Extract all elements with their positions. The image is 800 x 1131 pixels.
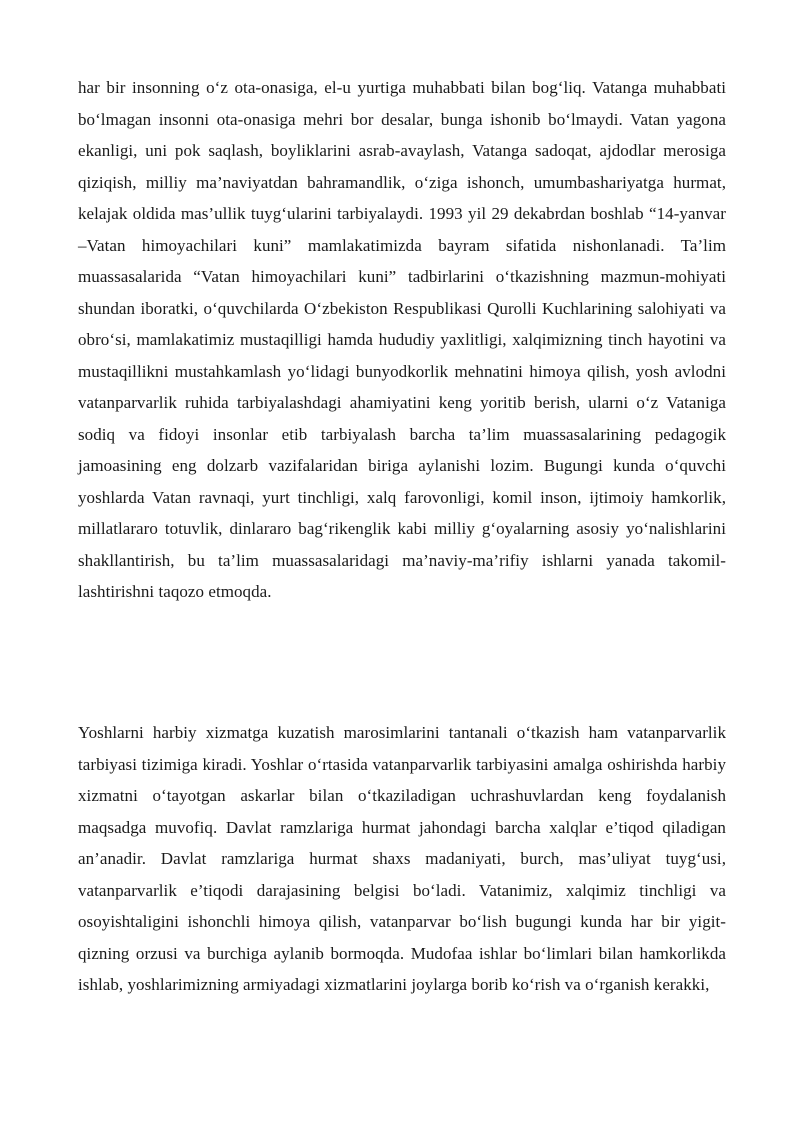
body-paragraph-1: har bir insonning o‘z ota-onasiga, el-u yurtiga muhabbati bilan bog‘liq. Vatanga muhabbati bo‘lmagan insonni ota-onasiga mehri bor desalar, bunga ishonib bo‘lmaydi. Vatan yagona ekanligi, uni pok saqlash, boyliklarini asrab-avaylash, Vatanga sadoqat, ajdodlar merosiga qiziqish, milliy ma’naviyatdan bahramandlik, o‘ziga ishonch, umumbashariyatga hurmat, kelajak oldida mas’ullik tuyg‘ularini tarbiyalaydi. 1993 yil 29 dekabrdan boshlab “14-yanvar –Vatan himoyachilari kuni” mamlakatimizda bayram sifatida nishonlanadi. Ta’lim muassasalarida “Vatan himoyachilari kuni” tadbirlarini o‘tkazishning mazmun-mohiyati shundan iboratki, o‘quvchilarda O‘zbekiston Respublikasi Qurolli Kuchlarining salohiyati va obro‘si, mamlakatimiz mustaqilligi hamda hududiy yaxlitligi, xalqimizning tinch hayotini va mustaqillikni mustahkamlash yo‘lidagi bunyodkorlik mehnatini himoya qilish, yosh avlodni vatanparvarlik ruhida tarbiyalashdagi ahamiyatini keng yoritib berish, ularni o‘z Vataniga sodiq va fidoyi insonlar etib tarbiyalash barcha ta’lim muassasalarining pedagogik jamoasining eng dolzarb vazifalaridan biriga aylanishi lozim. Bugungi kunda o‘quvchi yoshlarda Vatan ravnaqi, yurt tinchligi, xalq farovonligi, komil inson, ijtimoiy hamkorlik, millatlararo totuvlik, dinlararo bag‘rikenglik kabi milliy g‘oyalarning asosiy yo‘nalishlarini shakllantirish, bu ta’lim muassasalaridagi ma’naviy-ma’rifiy ishlarni yanada takomil-lashtirishni taqozo etmoqda.: [78, 78, 726, 601]
body-paragraph-2: Yoshlarni harbiy xizmatga kuzatish marosimlarini tantanali o‘tkazish ham vatanparvarlik tarbiyasi tizimiga kiradi. Yoshlar o‘rtasida vatanparvarlik tarbiyasini amalga oshirishda harbiy xizmatni o‘tayotgan askarlar bilan o‘tkaziladigan uchrashuvlardan keng foydalanish maqsadga muvofiq. Davlat ramzlariga hurmat jahondagi barcha xalqlar e’tiqod qiladigan an’anadir. Davlat ramzlariga hurmat shaxs madaniyati, burch, mas’uliyat tuyg‘usi, vatanparvarlik e’tiqodi darajasining belgisi bo‘ladi. Vatanimiz, xalqimiz tinchligi va osoyishtaligini ishonchli himoya qilish, vatanparvar bo‘lish bugungi kunda har bir yigit-qizning orzusi va burchiga aylanib bormoqda. Mudofaa ishlar bo‘limlari bilan hamkorlikda ishlab, yoshlarimizning armiyadagi xizmatlarini joylarga borib ko‘rish va o‘rganish kerakki,: [78, 723, 726, 994]
